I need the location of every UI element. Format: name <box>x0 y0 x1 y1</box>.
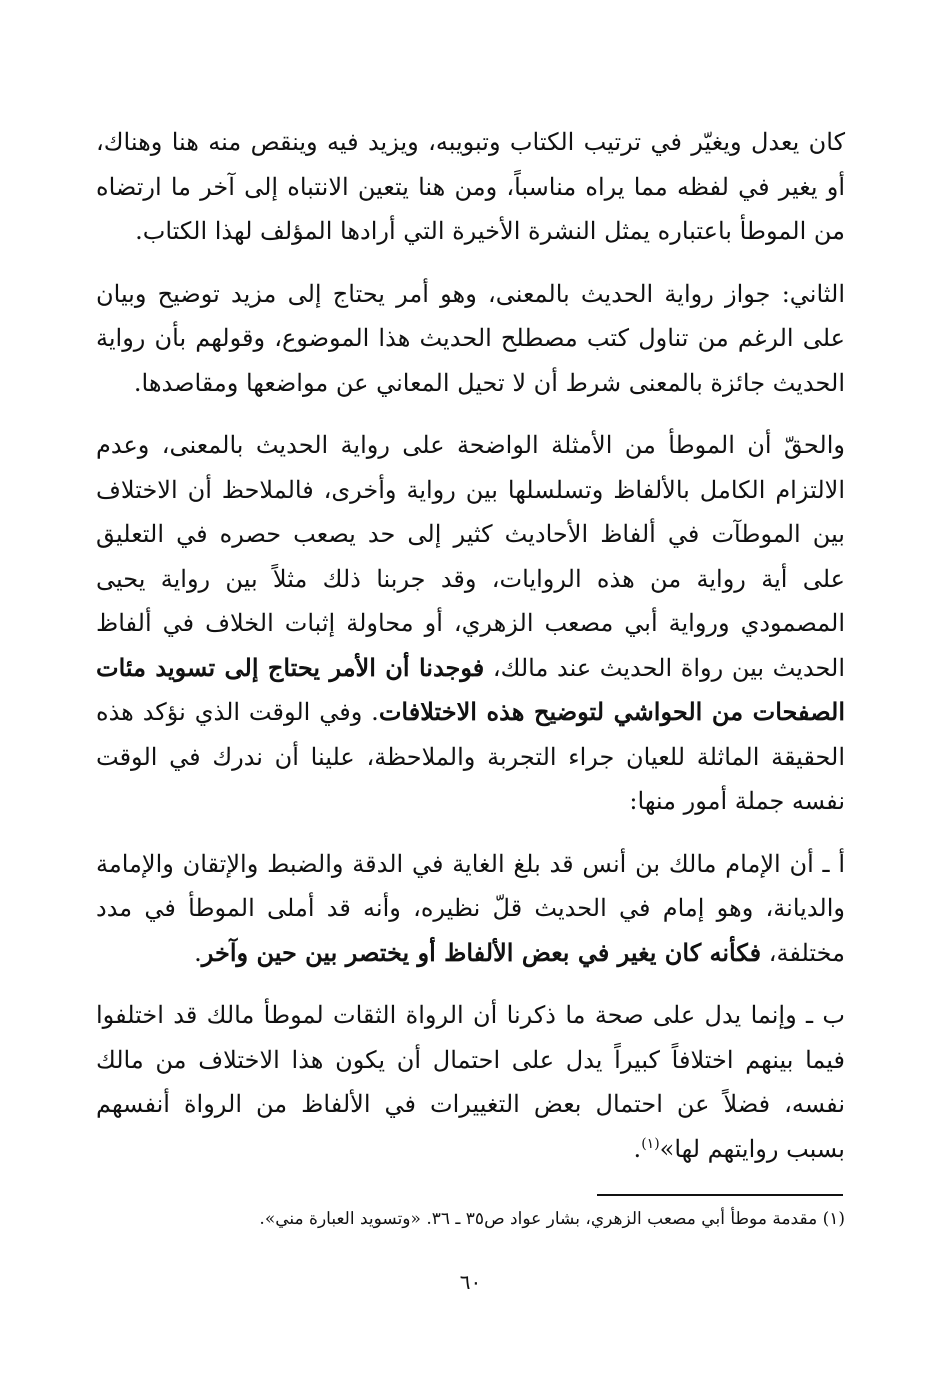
page-number: ٦٠ <box>459 1270 482 1294</box>
paragraph-4 <box>96 842 845 976</box>
paragraph-3-bold-text: فوجدنا أن الأمر يحتاج إلى تسويد مئات الصفحات من الحواشي لتوضيح هذه الاختلافات <box>96 652 845 726</box>
paragraph-4-text-before: أ ـ أن الإمام مالك بن أنس قد بلغ الغاية في الدقة والضبط والإتقان والإمامة والديانة، وهو إمام في الحديث قلّ نظيره، وأنه قد أملى الموطأ في مدد مختلفة، <box>96 849 845 967</box>
paragraph-4-text-after: . <box>194 938 202 967</box>
paragraph-1: كان يعدل ويغيّر في ترتيب الكتاب وتبويبه، ويزيد فيه وينقص منه هنا وهناك، أو يغير في لفظه مما يراه مناسباً، ومن هنا يتعين الانتباه إلى آخر ما ارتضاه من الموطأ باعتباره يمثل النشرة الأخيرة التي أرادها المؤلف لهذا الكتاب. <box>96 128 845 245</box>
paragraph-3-text-before: والحقّ أن الموطأ من الأمثلة الواضحة على رواية الحديث بالمعنى، وعدم الالتزام الكامل بالألفاظ وتسلسلها بين رواية وأخرى، فالملاحظ أن الاختلاف بين الموطآت في ألفاظ الأحاديث كثير إلى حد يصعب حصره في التعليق على أية رواية من هذه الروايات، وقد جربنا ذلك مثلاً بين رواية يحيى المصمودي ورواية أبي مصعب الزهري، أو محاولة إثبات الخلاف في ألفاظ الحديث بين رواة الحديث عند مالك، <box>96 431 845 682</box>
paragraph-3-text-after: . وفي الوقت الذي نؤكد هذه الحقيقة الماثلة للعيان جراء التجربة والملاحظة، علينا أن ندرك في الوقت نفسه جملة أمور منها: <box>96 698 845 815</box>
main-text <box>96 120 845 1171</box>
footnote-reference: (١) <box>641 1135 660 1152</box>
paragraph-3 <box>96 423 845 824</box>
paragraph-5 <box>96 993 845 1171</box>
paragraph-2: الثاني: جواز رواية الحديث بالمعنى، وهو أمر يحتاج إلى مزيد توضيح وبيان على الرغم من تناول كتب مصطلح الحديث هذا الموضوع، وقولهم بأن رواية الحديث جائزة بالمعنى شرط أن لا تحيل المعاني عن مواضعها ومقاصدها. <box>96 279 845 397</box>
paragraph-5-text: ب ـ وإنما يدل على صحة ما ذكرنا أن الرواة الثقات لموطأ مالك قد اختلفوا فيما بينهم اختلافاً كبيراً يدل على احتمال أن يكون هذا الاختلاف من مالك نفسه، فضلاً عن احتمال بعض التغييرات في الألفاظ من الرواة أنفسهم بسبب روايتهم لها» <box>96 1001 845 1163</box>
footnote-divider <box>597 1194 843 1196</box>
paragraph-4-bold-text: فكأنه كان يغير في بعض الألفاظ أو يختصر بين حين وآخر <box>201 937 762 967</box>
footnote: (١) مقدمة موطأ أبي مصعب الزهري، بشار عواد ص٣٥ ـ ٣٦. «وتسويد العبارة مني». <box>259 1209 845 1229</box>
paragraph-5-text-end: . <box>633 1134 642 1163</box>
